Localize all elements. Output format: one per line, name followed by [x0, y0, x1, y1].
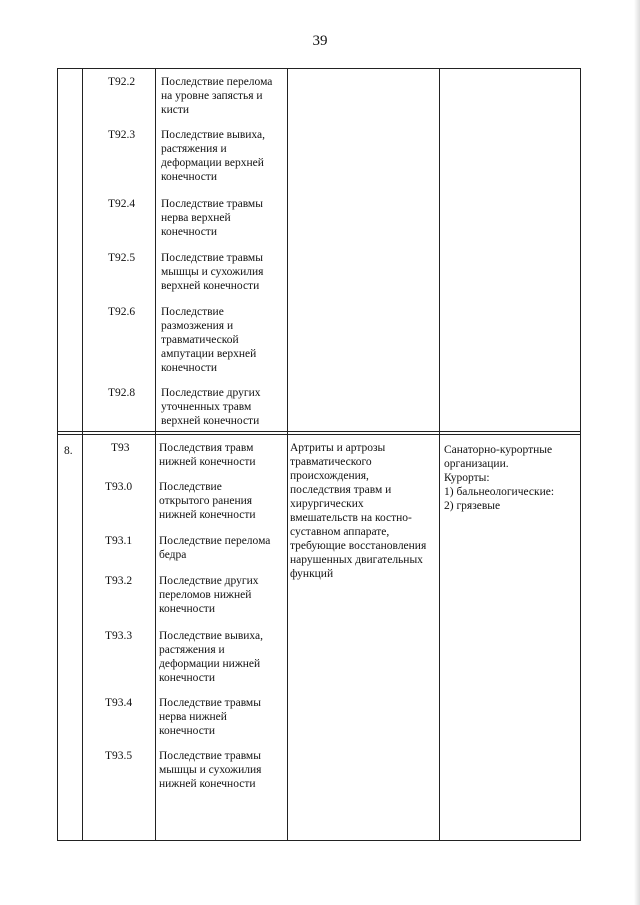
diagnosis-description: [159, 441, 287, 469]
text-line: организации.: [444, 458, 509, 470]
text-line: Последствия травм: [159, 442, 254, 454]
diagnosis-description: [159, 749, 287, 791]
text-line: растяжения и: [161, 143, 227, 155]
text-line: Последствие вывиха,: [159, 630, 263, 642]
column-divider: [155, 69, 156, 840]
text-line: кисти: [161, 104, 190, 116]
text-line: переломов нижней: [159, 589, 252, 601]
text-line: нарушенных двигательных: [290, 554, 423, 566]
text-line: Последствие вывиха,: [161, 129, 265, 141]
diagnosis-code: T92.3: [108, 129, 136, 141]
text-line: вмешательств на костно-: [290, 512, 412, 524]
text-line: на уровне запястья и: [161, 90, 263, 102]
diagnosis-code: T93.3: [105, 630, 133, 642]
text-line: нерва верхней: [161, 212, 231, 224]
text-line: Последствие травмы: [161, 198, 263, 210]
diagnosis-description: [159, 534, 287, 562]
diagnosis-description: [161, 75, 289, 117]
text-line: растяжения и: [159, 644, 225, 656]
text-line: конечности: [159, 725, 215, 737]
text-line: Санаторно-курортные: [444, 444, 553, 456]
text-line: Последствие других: [161, 387, 261, 399]
diagnosis-description: [159, 480, 287, 522]
text-line: Последствие: [161, 306, 224, 318]
text-line: 1) бальнеологические:: [444, 486, 555, 498]
column-divider: [82, 69, 83, 840]
diagnosis-description: [161, 128, 289, 184]
facility-cell: [444, 443, 582, 513]
diagnosis-description: [159, 629, 287, 685]
text-line: конечности: [161, 171, 217, 183]
indication-cell: [290, 441, 440, 581]
text-line: деформации верхней: [161, 157, 264, 169]
text-line: конечности: [159, 603, 215, 615]
text-line: размозжения и: [161, 320, 234, 332]
text-line: нерва нижней: [159, 711, 227, 723]
text-line: Последствие перелома: [159, 535, 271, 547]
diagnosis-description: [161, 386, 289, 428]
diagnosis-code: T93.4: [105, 697, 133, 709]
text-line: Последствие травмы: [159, 697, 261, 709]
text-line: травматического: [290, 456, 372, 468]
text-line: уточненных травм: [161, 401, 252, 413]
text-line: функций: [290, 568, 334, 580]
medical-table: [57, 68, 581, 841]
text-line: конечности: [161, 226, 217, 238]
text-line: нижней конечности: [159, 456, 256, 468]
diagnosis-code: T93.1: [105, 535, 133, 547]
diagnosis-code: T92.6: [108, 306, 136, 318]
diagnosis-description: [161, 251, 289, 293]
scan-edge: [634, 0, 640, 905]
diagnosis-description: [159, 696, 287, 738]
text-line: конечности: [159, 672, 215, 684]
text-line: последствия травм и: [290, 484, 392, 496]
diagnosis-code: T93.5: [105, 750, 133, 762]
text-line: травматической: [161, 334, 239, 346]
diagnosis-code: T92.4: [108, 198, 136, 210]
row-divider: [58, 431, 580, 435]
text-line: происхождения,: [290, 470, 369, 482]
text-line: 2) грязевые: [444, 500, 501, 512]
text-line: требующие восстановления: [290, 540, 427, 552]
text-line: Курорты:: [444, 472, 490, 484]
diagnosis-description: [161, 305, 289, 375]
text-line: конечности: [161, 362, 217, 374]
page-number: 39: [312, 33, 328, 49]
text-line: Последствие других: [159, 575, 259, 587]
text-line: мышцы и сухожилия: [159, 764, 262, 776]
diagnosis-description: [159, 574, 287, 616]
diagnosis-code: T93.0: [105, 481, 133, 493]
diagnosis-description: [161, 197, 289, 239]
diagnosis-code: T92.2: [108, 76, 136, 88]
text-line: деформации нижней: [159, 658, 261, 670]
text-line: бедра: [159, 549, 187, 561]
text-line: Последствие травмы: [161, 252, 263, 264]
row-number: 8.: [64, 445, 73, 457]
text-line: Последствие травмы: [159, 750, 261, 762]
text-line: мышцы и сухожилия: [161, 266, 264, 278]
diagnosis-code: T92.8: [108, 387, 136, 399]
text-line: ампутации верхней: [161, 348, 257, 360]
text-line: Последствие: [159, 481, 222, 493]
diagnosis-code: T93: [111, 442, 130, 454]
text-line: нижней конечности: [159, 509, 256, 521]
text-line: Последствие перелома: [161, 76, 273, 88]
text-line: Артриты и артрозы: [290, 442, 386, 454]
text-line: хирургических: [290, 498, 364, 510]
column-divider: [287, 69, 288, 840]
diagnosis-code: T93.2: [105, 575, 133, 587]
diagnosis-code: T92.5: [108, 252, 136, 264]
text-line: верхней конечности: [161, 280, 260, 292]
text-line: суставном аппарате,: [290, 526, 390, 538]
text-line: верхней конечности: [161, 415, 260, 427]
text-line: открытого ранения: [159, 495, 253, 507]
text-line: нижней конечности: [159, 778, 256, 790]
